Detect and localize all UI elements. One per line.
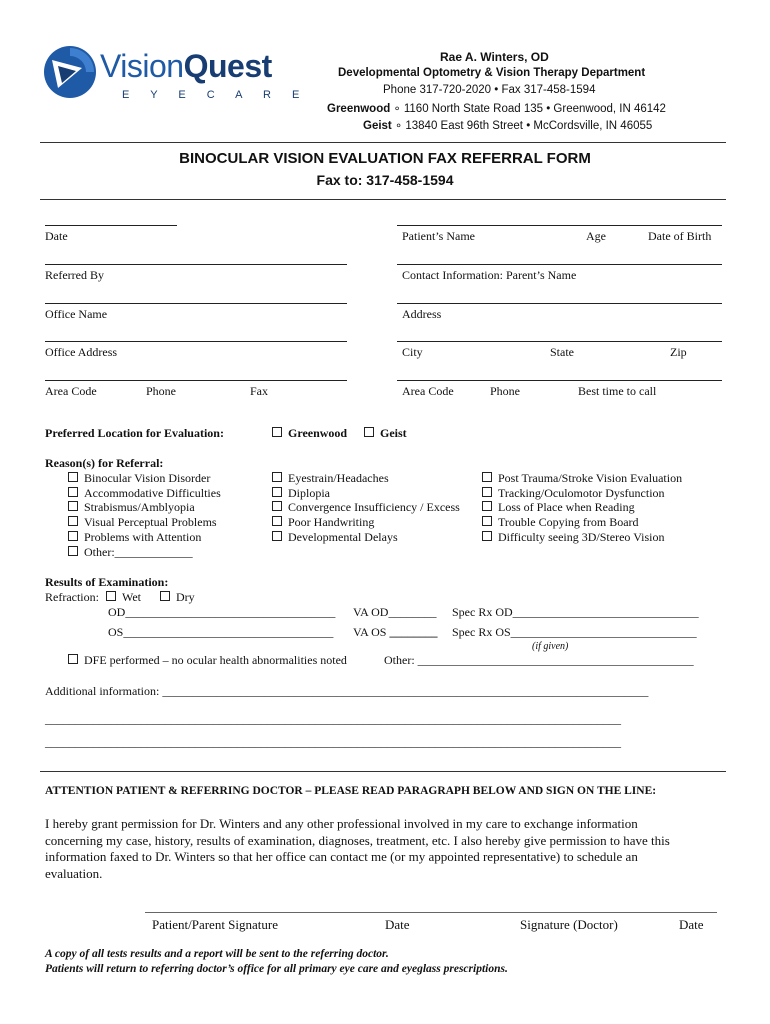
reason-label: Other:_____________	[84, 544, 193, 559]
reason-label: Tracking/Oculomotor Dysfunction	[498, 485, 665, 500]
office-address-label: Office Address	[45, 345, 118, 359]
reason-label: Binocular Vision Disorder	[84, 471, 211, 485]
geist-label: Geist	[363, 120, 392, 132]
office-name-label: Office Name	[45, 307, 108, 321]
wet-checkbox[interactable]	[106, 591, 116, 601]
other-field[interactable]: Other: ______________________________________________	[384, 653, 694, 667]
consent-line: evaluation.	[45, 865, 103, 881]
reason-option[interactable]	[482, 500, 682, 515]
attention-heading: ATTENTION PATIENT & REFERRING DOCTOR – PLEASE READ PARAGRAPH BELOW AND SIGN ON THE LINE:	[45, 785, 657, 797]
city-label: City	[402, 345, 423, 359]
wet-label: Wet	[121, 590, 142, 604]
patient-phone-line[interactable]	[397, 380, 722, 381]
date-label: Date	[45, 229, 68, 243]
title-divider	[40, 199, 726, 200]
dob-label: Date of Birth	[648, 229, 712, 243]
reason-checkbox[interactable]	[482, 501, 492, 511]
office-address-line[interactable]	[45, 341, 347, 342]
patient-date-label: Date	[385, 917, 410, 932]
reason-label: Developmental Delays	[288, 529, 398, 544]
reasons-label: Reason(s) for Referral:	[45, 456, 164, 470]
va-os-field[interactable]	[353, 625, 437, 640]
reason-checkbox[interactable]	[272, 516, 282, 526]
footer-note-2: Patients will return to referring doctor’s office for all primary eye care and eyeglass prescriptions.	[45, 963, 508, 975]
doctor-name: Rae A. Winters, OD	[440, 50, 549, 64]
left-fax-label: Fax	[250, 384, 268, 398]
address-label: Address	[402, 307, 442, 321]
logo-eyecare-text: E Y E C A R E	[122, 89, 309, 101]
reason-option[interactable]	[272, 515, 460, 530]
reason-checkbox[interactable]	[272, 531, 282, 541]
va-os-line: ________	[389, 625, 438, 639]
os-field[interactable]: OS___________________________________	[108, 625, 334, 639]
date-line[interactable]	[45, 225, 177, 226]
reason-option[interactable]	[68, 530, 221, 545]
reason-checkbox[interactable]	[272, 472, 282, 482]
va-os-label: VA OS	[353, 625, 387, 639]
address-line[interactable]	[397, 303, 722, 304]
reason-label: Post Trauma/Stroke Vision Evaluation	[498, 471, 683, 485]
header-divider	[40, 142, 726, 143]
consent-line: I hereby grant permission for Dr. Winters and any other professional involved in my care to exchange information	[45, 816, 638, 831]
reason-label: Poor Handwriting	[288, 515, 375, 530]
patient-signature-label: Patient/Parent Signature	[152, 917, 279, 932]
logo-vision-text: Vision	[100, 48, 184, 84]
office-phone-line[interactable]	[45, 380, 347, 381]
additional-line-2[interactable]: ________________________________________________________________________________________________	[45, 712, 621, 726]
spec-rx-od-field[interactable]: Spec Rx OD_______________________________	[452, 605, 699, 619]
reason-checkbox[interactable]	[482, 487, 492, 497]
dfe-checkbox[interactable]	[68, 654, 78, 664]
doctor-date-label: Date	[679, 917, 704, 932]
section-divider	[40, 771, 726, 772]
reason-checkbox[interactable]	[482, 472, 492, 482]
greenwood-checkbox[interactable]	[272, 427, 282, 437]
reason-option[interactable]	[482, 486, 682, 501]
reason-option[interactable]	[272, 471, 460, 486]
reason-option[interactable]	[482, 530, 682, 545]
reason-checkbox[interactable]	[68, 516, 78, 526]
greenwood-addr: ∘ 1160 North State Road 135 • Greenwood, IN 46142	[390, 103, 666, 115]
additional-info-row[interactable]	[45, 684, 648, 699]
reason-label: Convergence Insufficiency / Excess	[288, 500, 460, 515]
greenwood-label: Greenwood	[327, 103, 391, 115]
reasons-col2	[272, 471, 460, 545]
reason-option[interactable]	[68, 500, 221, 515]
dfe-label: DFE performed – no ocular health abnormalities noted	[84, 653, 347, 667]
reason-checkbox[interactable]	[482, 531, 492, 541]
spec-rx-os-field[interactable]: Spec Rx OS_______________________________	[452, 625, 697, 639]
consent-line: information faxed to Dr. Winters so that her office can contact me (or my appointed representative) to schedule an	[45, 849, 638, 864]
reasons-col3	[482, 471, 682, 545]
reason-label: Accommodative Difficulties	[84, 485, 221, 500]
reason-option[interactable]	[272, 500, 460, 515]
od-field[interactable]: OD___________________________________	[108, 605, 336, 619]
location-geist-option[interactable]	[364, 426, 407, 441]
visionquest-logo-icon	[42, 44, 98, 100]
reason-checkbox[interactable]	[482, 516, 492, 526]
reason-label: Diplopia	[288, 485, 330, 500]
reason-checkbox[interactable]	[272, 501, 282, 511]
reason-option[interactable]	[482, 515, 682, 530]
left-phone-label: Phone	[146, 384, 176, 398]
results-label: Results of Examination:	[45, 575, 169, 589]
reason-option[interactable]	[272, 486, 460, 501]
left-area-code-label: Area Code	[45, 384, 97, 398]
if-given-note: (if given)	[532, 641, 569, 652]
reason-label: Trouble Copying from Board	[498, 515, 639, 530]
reason-option[interactable]	[68, 545, 221, 560]
contact-line[interactable]	[397, 264, 722, 265]
reason-checkbox[interactable]	[272, 487, 282, 497]
patient-name-label: Patient’s Name	[402, 229, 475, 243]
right-phone-label: Phone	[490, 384, 520, 398]
reason-checkbox[interactable]	[68, 487, 78, 497]
dry-checkbox[interactable]	[160, 591, 170, 601]
additional-info-line: _________________________________________________________________________________	[162, 684, 649, 698]
consent-line: concerning my case, history, results of examination, diagnoses, treatment, etc. I also hereby give permission to have this	[45, 832, 670, 848]
phone-fax: Phone 317-720-2020 • Fax 317-458-1594	[383, 84, 596, 96]
footer-note-1: A copy of all tests results and a report will be sent to the referring doctor.	[45, 948, 389, 960]
city-line[interactable]	[397, 341, 722, 342]
dfe-option[interactable]	[68, 653, 347, 668]
reason-label: Problems with Attention	[84, 529, 202, 544]
geist-address	[363, 118, 652, 132]
reason-checkbox[interactable]	[68, 501, 78, 511]
state-label: State	[550, 345, 574, 359]
reasons-col1	[68, 471, 221, 559]
geist-checkbox[interactable]	[364, 427, 374, 437]
location-greenwood-option[interactable]	[272, 426, 347, 441]
logo-quest-text: Quest	[183, 48, 272, 84]
patient-name-line[interactable]	[397, 225, 722, 226]
department: Developmental Optometry & Vision Therapy Department	[338, 67, 646, 79]
reason-label: Difficulty seeing 3D/Stereo Vision	[498, 529, 665, 544]
right-area-code-label: Area Code	[402, 384, 454, 398]
location-label: Preferred Location for Evaluation:	[45, 426, 224, 440]
va-od-field[interactable]: VA OD________	[353, 605, 437, 619]
greenwood-address	[327, 101, 666, 115]
referred-by-line[interactable]	[45, 264, 347, 265]
reason-option[interactable]	[68, 486, 221, 501]
zip-label: Zip	[670, 345, 687, 359]
reason-checkbox[interactable]	[68, 472, 78, 482]
reason-option[interactable]	[68, 515, 221, 530]
logo	[42, 44, 309, 104]
dry-label: Dry	[176, 590, 195, 604]
fax-to: Fax to: 317-458-1594	[316, 172, 454, 188]
age-label: Age	[586, 229, 606, 243]
refraction-row	[45, 590, 195, 605]
refraction-label: Refraction:	[45, 590, 99, 604]
reason-option[interactable]	[272, 530, 460, 545]
reason-option[interactable]	[482, 471, 682, 486]
reason-option[interactable]	[68, 471, 221, 486]
signature-line[interactable]	[145, 912, 717, 913]
reason-label: Loss of Place when Reading	[498, 500, 635, 515]
reason-checkbox[interactable]	[68, 546, 78, 556]
additional-line-3[interactable]: ________________________________________________________________________________________________	[45, 735, 621, 749]
greenwood-option-label: Greenwood	[288, 426, 348, 440]
additional-info-label: Additional information:	[45, 684, 160, 698]
geist-option-label: Geist	[380, 426, 407, 440]
geist-addr: ∘ 13840 East 96th Street • McCordsville, IN 46055	[391, 120, 653, 132]
office-name-line[interactable]	[45, 303, 347, 304]
reason-checkbox[interactable]	[68, 531, 78, 541]
contact-label: Contact Information: Parent’s Name	[402, 268, 577, 282]
reason-label: Visual Perceptual Problems	[84, 515, 217, 530]
doctor-signature-label: Signature (Doctor)	[520, 917, 618, 932]
referred-by-label: Referred By	[45, 268, 104, 282]
consent-paragraph	[45, 816, 670, 882]
form-title: BINOCULAR VISION EVALUATION FAX REFERRAL FORM	[179, 150, 591, 167]
reason-label: Strabismus/Amblyopia	[84, 500, 195, 515]
best-time-label: Best time to call	[578, 384, 657, 398]
reason-label: Eyestrain/Headaches	[288, 471, 389, 485]
